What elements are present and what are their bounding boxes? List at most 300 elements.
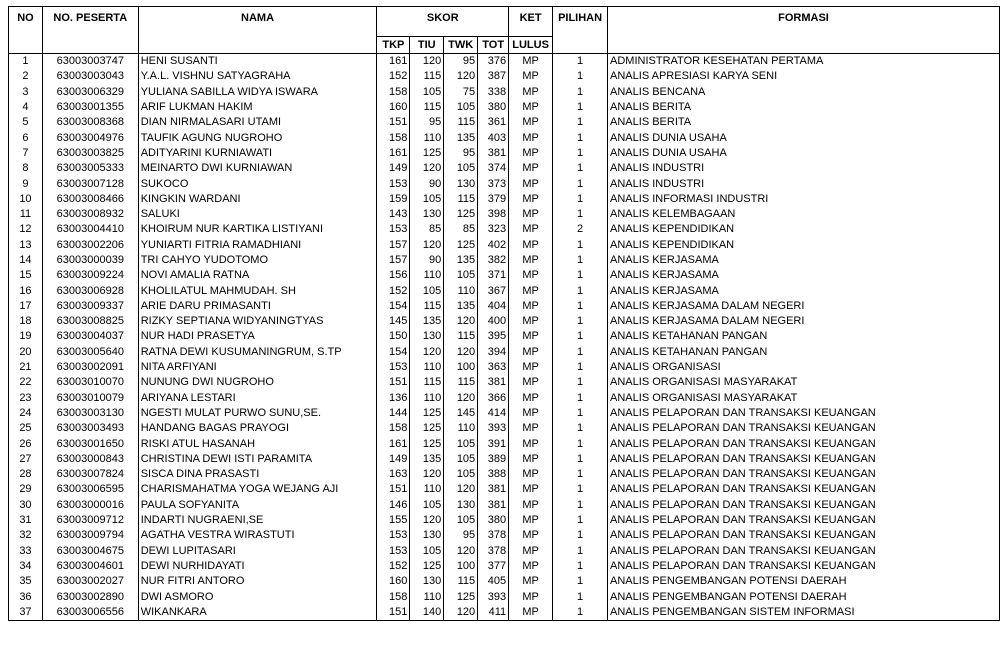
cell-tkp: 153 — [377, 176, 410, 191]
cell-no-peserta: 63003002890 — [42, 589, 138, 604]
cell-tiu: 105 — [410, 498, 444, 513]
cell-tkp: 160 — [377, 574, 410, 589]
cell-nama: WIKANKARA — [138, 605, 377, 621]
cell-formasi: ANALIS PELAPORAN DAN TRANSAKSI KEUANGAN — [608, 498, 1000, 513]
cell-no: 30 — [9, 498, 43, 513]
cell-tkp: 149 — [377, 452, 410, 467]
cell-no: 27 — [9, 452, 43, 467]
table-row — [9, 482, 1000, 497]
cell-ket: MP — [509, 329, 553, 344]
cell-tot: 363 — [478, 360, 509, 375]
cell-nama: CHARISMAHATMA YOGA WEJANG AJI — [138, 482, 377, 497]
header-skor: SKOR — [377, 7, 509, 37]
cell-tot: 394 — [478, 345, 509, 360]
cell-twk: 105 — [444, 452, 478, 467]
cell-no: 12 — [9, 222, 43, 237]
cell-no-peserta: 63003009794 — [42, 528, 138, 543]
cell-pilihan: 1 — [553, 100, 608, 115]
cell-formasi: ANALIS DUNIA USAHA — [608, 146, 1000, 161]
cell-tkp: 153 — [377, 544, 410, 559]
cell-no-peserta: 63003003493 — [42, 421, 138, 436]
table-row — [9, 498, 1000, 513]
table-row — [9, 528, 1000, 543]
cell-no: 21 — [9, 360, 43, 375]
cell-tkp: 161 — [377, 146, 410, 161]
cell-tiu: 105 — [410, 283, 444, 298]
cell-ket: MP — [509, 283, 553, 298]
cell-pilihan: 1 — [553, 605, 608, 621]
cell-twk: 120 — [444, 391, 478, 406]
table-body — [9, 54, 1000, 621]
cell-nama: NITA ARFIYANI — [138, 360, 377, 375]
cell-ket: MP — [509, 452, 553, 467]
cell-tiu: 115 — [410, 100, 444, 115]
cell-pilihan: 1 — [553, 69, 608, 84]
cell-formasi: ANALIS INDUSTRI — [608, 161, 1000, 176]
cell-twk: 135 — [444, 253, 478, 268]
cell-nama: ARIE DARU PRIMASANTI — [138, 299, 377, 314]
cell-formasi: ADMINISTRATOR KESEHATAN PERTAMA — [608, 54, 1000, 70]
cell-formasi: ANALIS PELAPORAN DAN TRANSAKSI KEUANGAN — [608, 544, 1000, 559]
cell-tkp: 157 — [377, 253, 410, 268]
cell-pilihan: 1 — [553, 436, 608, 451]
header-tot: TOT — [478, 37, 509, 54]
cell-tot: 400 — [478, 314, 509, 329]
cell-no-peserta: 63003010079 — [42, 391, 138, 406]
cell-no: 20 — [9, 345, 43, 360]
cell-pilihan: 1 — [553, 544, 608, 559]
cell-twk: 125 — [444, 589, 478, 604]
cell-tot: 382 — [478, 253, 509, 268]
cell-twk: 135 — [444, 130, 478, 145]
cell-no-peserta: 63003006329 — [42, 85, 138, 100]
cell-nama: TAUFIK AGUNG NUGROHO — [138, 130, 377, 145]
cell-tot: 373 — [478, 176, 509, 191]
table-row — [9, 314, 1000, 329]
cell-formasi: ANALIS KELEMBAGAAN — [608, 207, 1000, 222]
cell-tot: 366 — [478, 391, 509, 406]
cell-ket: MP — [509, 146, 553, 161]
header-formasi: FORMASI — [608, 7, 1000, 54]
cell-no: 6 — [9, 130, 43, 145]
cell-formasi: ANALIS KERJASAMA DALAM NEGERI — [608, 299, 1000, 314]
cell-twk: 120 — [444, 544, 478, 559]
cell-no: 2 — [9, 69, 43, 84]
cell-no: 13 — [9, 238, 43, 253]
cell-ket: MP — [509, 314, 553, 329]
cell-nama: DIAN NIRMALASARI UTAMI — [138, 115, 377, 130]
cell-no: 7 — [9, 146, 43, 161]
cell-tkp: 158 — [377, 85, 410, 100]
cell-tiu: 90 — [410, 176, 444, 191]
cell-formasi: ANALIS PELAPORAN DAN TRANSAKSI KEUANGAN — [608, 436, 1000, 451]
cell-tiu: 120 — [410, 238, 444, 253]
cell-tiu: 130 — [410, 528, 444, 543]
cell-tkp: 143 — [377, 207, 410, 222]
cell-pilihan: 1 — [553, 85, 608, 100]
cell-tkp: 151 — [377, 482, 410, 497]
cell-twk: 115 — [444, 329, 478, 344]
cell-tot: 361 — [478, 115, 509, 130]
table-row — [9, 436, 1000, 451]
table-row — [9, 406, 1000, 421]
cell-nama: CHRISTINA DEWI ISTI PARAMITA — [138, 452, 377, 467]
cell-pilihan: 1 — [553, 406, 608, 421]
table-row — [9, 176, 1000, 191]
cell-no-peserta: 63003002027 — [42, 574, 138, 589]
cell-nama: NUNUNG DWI NUGROHO — [138, 375, 377, 390]
table-row — [9, 559, 1000, 574]
header-tiu: TIU — [410, 37, 444, 54]
cell-twk: 130 — [444, 498, 478, 513]
table-row — [9, 345, 1000, 360]
cell-tkp: 154 — [377, 345, 410, 360]
cell-formasi: ANALIS PELAPORAN DAN TRANSAKSI KEUANGAN — [608, 406, 1000, 421]
cell-tiu: 110 — [410, 268, 444, 283]
table-row — [9, 574, 1000, 589]
cell-tiu: 125 — [410, 421, 444, 436]
cell-pilihan: 1 — [553, 574, 608, 589]
cell-formasi: ANALIS ORGANISASI — [608, 360, 1000, 375]
table-row — [9, 54, 1000, 70]
cell-tkp: 144 — [377, 406, 410, 421]
cell-twk: 115 — [444, 115, 478, 130]
cell-formasi: ANALIS KEPENDIDIKAN — [608, 238, 1000, 253]
cell-tiu: 110 — [410, 130, 444, 145]
cell-no-peserta: 63003004976 — [42, 130, 138, 145]
cell-formasi: ANALIS KERJASAMA — [608, 268, 1000, 283]
cell-nama: NUR HADI PRASETYA — [138, 329, 377, 344]
cell-formasi: ANALIS PENGEMBANGAN POTENSI DAERAH — [608, 589, 1000, 604]
cell-twk: 120 — [444, 69, 478, 84]
cell-nama: RIZKY SEPTIANA WIDYANINGTYAS — [138, 314, 377, 329]
cell-formasi: ANALIS PELAPORAN DAN TRANSAKSI KEUANGAN — [608, 482, 1000, 497]
cell-no: 33 — [9, 544, 43, 559]
table-row — [9, 192, 1000, 207]
cell-ket: MP — [509, 345, 553, 360]
cell-tkp: 158 — [377, 421, 410, 436]
cell-tiu: 120 — [410, 467, 444, 482]
cell-pilihan: 1 — [553, 452, 608, 467]
cell-tiu: 110 — [410, 391, 444, 406]
cell-tot: 323 — [478, 222, 509, 237]
cell-tiu: 125 — [410, 559, 444, 574]
cell-ket: MP — [509, 192, 553, 207]
cell-no: 15 — [9, 268, 43, 283]
cell-no-peserta: 63003009224 — [42, 268, 138, 283]
cell-ket: MP — [509, 574, 553, 589]
cell-twk: 105 — [444, 467, 478, 482]
cell-pilihan: 1 — [553, 146, 608, 161]
cell-nama: SISCA DINA PRASASTI — [138, 467, 377, 482]
cell-no: 17 — [9, 299, 43, 314]
cell-pilihan: 1 — [553, 161, 608, 176]
cell-pilihan: 1 — [553, 115, 608, 130]
cell-nama: ARIF LUKMAN HAKIM — [138, 100, 377, 115]
cell-tkp: 158 — [377, 130, 410, 145]
cell-tot: 405 — [478, 574, 509, 589]
cell-nama: RATNA DEWI KUSUMANINGRUM, S.TP — [138, 345, 377, 360]
cell-no-peserta: 63003006595 — [42, 482, 138, 497]
cell-nama: NOVI AMALIA RATNA — [138, 268, 377, 283]
cell-formasi: ANALIS DUNIA USAHA — [608, 130, 1000, 145]
cell-tiu: 115 — [410, 299, 444, 314]
cell-ket: MP — [509, 528, 553, 543]
cell-tkp: 151 — [377, 375, 410, 390]
table-row — [9, 238, 1000, 253]
cell-formasi: ANALIS KERJASAMA — [608, 283, 1000, 298]
cell-no: 37 — [9, 605, 43, 621]
cell-twk: 95 — [444, 146, 478, 161]
cell-tiu: 125 — [410, 406, 444, 421]
cell-ket: MP — [509, 436, 553, 451]
cell-nama: KHOIRUM NUR KARTIKA LISTIYANI — [138, 222, 377, 237]
cell-nama: DEWI LUPITASARI — [138, 544, 377, 559]
cell-tiu: 120 — [410, 513, 444, 528]
cell-nama: DEWI NURHIDAYATI — [138, 559, 377, 574]
cell-nama: DWI ASMORO — [138, 589, 377, 604]
cell-pilihan: 1 — [553, 299, 608, 314]
cell-ket: MP — [509, 544, 553, 559]
cell-ket: MP — [509, 238, 553, 253]
cell-no-peserta: 63003008466 — [42, 192, 138, 207]
cell-ket: MP — [509, 268, 553, 283]
table-row — [9, 161, 1000, 176]
cell-formasi: ANALIS PELAPORAN DAN TRANSAKSI KEUANGAN — [608, 467, 1000, 482]
cell-twk: 100 — [444, 559, 478, 574]
cell-formasi: ANALIS INFORMASI INDUSTRI — [608, 192, 1000, 207]
cell-ket: MP — [509, 130, 553, 145]
cell-no-peserta: 63003010070 — [42, 375, 138, 390]
cell-pilihan: 1 — [553, 268, 608, 283]
cell-no: 19 — [9, 329, 43, 344]
cell-twk: 125 — [444, 238, 478, 253]
cell-tiu: 135 — [410, 452, 444, 467]
header-twk: TWK — [444, 37, 478, 54]
cell-no-peserta: 63003002091 — [42, 360, 138, 375]
table-row — [9, 513, 1000, 528]
cell-tiu: 130 — [410, 574, 444, 589]
cell-tot: 379 — [478, 192, 509, 207]
cell-pilihan: 1 — [553, 513, 608, 528]
cell-tkp: 157 — [377, 238, 410, 253]
cell-twk: 120 — [444, 482, 478, 497]
cell-twk: 100 — [444, 360, 478, 375]
cell-tot: 411 — [478, 605, 509, 621]
cell-tkp: 150 — [377, 329, 410, 344]
cell-ket: MP — [509, 513, 553, 528]
table-row — [9, 268, 1000, 283]
cell-tot: 403 — [478, 130, 509, 145]
cell-tot: 371 — [478, 268, 509, 283]
cell-tkp: 153 — [377, 528, 410, 543]
cell-no: 31 — [9, 513, 43, 528]
cell-tot: 398 — [478, 207, 509, 222]
cell-twk: 115 — [444, 574, 478, 589]
cell-pilihan: 1 — [553, 192, 608, 207]
cell-twk: 105 — [444, 268, 478, 283]
cell-ket: MP — [509, 253, 553, 268]
table-row — [9, 69, 1000, 84]
cell-tkp: 152 — [377, 283, 410, 298]
cell-pilihan: 1 — [553, 238, 608, 253]
header-lulus: LULUS — [509, 37, 553, 54]
table-row — [9, 605, 1000, 621]
cell-twk: 95 — [444, 54, 478, 70]
cell-twk: 135 — [444, 299, 478, 314]
cell-tot: 377 — [478, 559, 509, 574]
cell-no-peserta: 63003000039 — [42, 253, 138, 268]
table-row — [9, 100, 1000, 115]
cell-twk: 105 — [444, 436, 478, 451]
cell-tkp: 152 — [377, 69, 410, 84]
cell-no-peserta: 63003005640 — [42, 345, 138, 360]
cell-tot: 381 — [478, 146, 509, 161]
table-row — [9, 299, 1000, 314]
table-row — [9, 146, 1000, 161]
cell-no: 9 — [9, 176, 43, 191]
cell-pilihan: 1 — [553, 467, 608, 482]
cell-tot: 381 — [478, 498, 509, 513]
cell-ket: MP — [509, 375, 553, 390]
cell-no: 18 — [9, 314, 43, 329]
cell-no-peserta: 63003000016 — [42, 498, 138, 513]
table-row — [9, 130, 1000, 145]
cell-no-peserta: 63003008368 — [42, 115, 138, 130]
cell-tiu: 115 — [410, 375, 444, 390]
cell-ket: MP — [509, 421, 553, 436]
cell-no: 1 — [9, 54, 43, 70]
cell-no-peserta: 63003007824 — [42, 467, 138, 482]
cell-tot: 388 — [478, 467, 509, 482]
cell-tkp: 156 — [377, 268, 410, 283]
cell-tkp: 151 — [377, 605, 410, 621]
header-tkp: TKP — [377, 37, 410, 54]
cell-no: 28 — [9, 467, 43, 482]
cell-tkp: 149 — [377, 161, 410, 176]
cell-tot: 414 — [478, 406, 509, 421]
cell-pilihan: 1 — [553, 391, 608, 406]
cell-no-peserta: 63003003747 — [42, 54, 138, 70]
cell-no: 22 — [9, 375, 43, 390]
cell-tot: 393 — [478, 589, 509, 604]
cell-no-peserta: 63003006556 — [42, 605, 138, 621]
cell-pilihan: 1 — [553, 498, 608, 513]
cell-ket: MP — [509, 482, 553, 497]
cell-ket: MP — [509, 391, 553, 406]
cell-formasi: ANALIS KERJASAMA — [608, 253, 1000, 268]
cell-tiu: 125 — [410, 436, 444, 451]
table-row — [9, 544, 1000, 559]
cell-no-peserta: 63003004410 — [42, 222, 138, 237]
cell-pilihan: 1 — [553, 207, 608, 222]
cell-no: 29 — [9, 482, 43, 497]
table-row — [9, 391, 1000, 406]
cell-tkp: 163 — [377, 467, 410, 482]
cell-pilihan: 1 — [553, 589, 608, 604]
cell-pilihan: 1 — [553, 130, 608, 145]
cell-nama: TRI CAHYO YUDOTOMO — [138, 253, 377, 268]
cell-no-peserta: 63003001355 — [42, 100, 138, 115]
cell-formasi: ANALIS BERITA — [608, 115, 1000, 130]
cell-pilihan: 1 — [553, 54, 608, 70]
cell-tkp: 152 — [377, 559, 410, 574]
table-row — [9, 85, 1000, 100]
cell-tot: 367 — [478, 283, 509, 298]
cell-tot: 393 — [478, 421, 509, 436]
cell-pilihan: 1 — [553, 482, 608, 497]
cell-no-peserta: 63003009337 — [42, 299, 138, 314]
cell-tiu: 90 — [410, 253, 444, 268]
table-row — [9, 207, 1000, 222]
cell-nama: AGATHA VESTRA WIRASTUTI — [138, 528, 377, 543]
cell-formasi: ANALIS ORGANISASI MASYARAKAT — [608, 375, 1000, 390]
header-nama: NAMA — [138, 7, 377, 54]
cell-twk: 105 — [444, 100, 478, 115]
table-row — [9, 467, 1000, 482]
cell-no: 36 — [9, 589, 43, 604]
cell-pilihan: 1 — [553, 360, 608, 375]
cell-ket: MP — [509, 207, 553, 222]
cell-no-peserta: 63003004037 — [42, 329, 138, 344]
cell-no-peserta: 63003008825 — [42, 314, 138, 329]
cell-ket: MP — [509, 100, 553, 115]
cell-tiu: 110 — [410, 360, 444, 375]
cell-no-peserta: 63003006928 — [42, 283, 138, 298]
cell-tiu: 105 — [410, 85, 444, 100]
cell-no: 4 — [9, 100, 43, 115]
cell-formasi: ANALIS KETAHANAN PANGAN — [608, 345, 1000, 360]
cell-no: 32 — [9, 528, 43, 543]
cell-ket: MP — [509, 176, 553, 191]
cell-nama: SUKOCO — [138, 176, 377, 191]
cell-no: 11 — [9, 207, 43, 222]
cell-tot: 402 — [478, 238, 509, 253]
cell-no-peserta: 63003005333 — [42, 161, 138, 176]
cell-ket: MP — [509, 360, 553, 375]
results-table — [8, 6, 1000, 621]
cell-tiu: 110 — [410, 589, 444, 604]
cell-ket: MP — [509, 69, 553, 84]
cell-ket: MP — [509, 85, 553, 100]
header-ket: KET — [509, 7, 553, 37]
cell-no: 10 — [9, 192, 43, 207]
cell-formasi: ANALIS PELAPORAN DAN TRANSAKSI KEUANGAN — [608, 559, 1000, 574]
cell-tiu: 105 — [410, 544, 444, 559]
cell-tkp: 153 — [377, 360, 410, 375]
cell-tiu: 110 — [410, 482, 444, 497]
cell-formasi: ANALIS INDUSTRI — [608, 176, 1000, 191]
cell-tot: 391 — [478, 436, 509, 451]
cell-pilihan: 1 — [553, 345, 608, 360]
cell-no: 24 — [9, 406, 43, 421]
cell-no: 35 — [9, 574, 43, 589]
cell-nama: HENI SUSANTI — [138, 54, 377, 70]
cell-formasi: ANALIS BENCANA — [608, 85, 1000, 100]
cell-ket: MP — [509, 467, 553, 482]
cell-no: 34 — [9, 559, 43, 574]
table-header — [9, 7, 1000, 54]
table-row — [9, 115, 1000, 130]
cell-no-peserta: 63003001650 — [42, 436, 138, 451]
cell-tkp: 159 — [377, 192, 410, 207]
cell-ket: MP — [509, 559, 553, 574]
table-row — [9, 452, 1000, 467]
cell-tot: 338 — [478, 85, 509, 100]
table-row — [9, 253, 1000, 268]
cell-no: 23 — [9, 391, 43, 406]
cell-pilihan: 2 — [553, 222, 608, 237]
